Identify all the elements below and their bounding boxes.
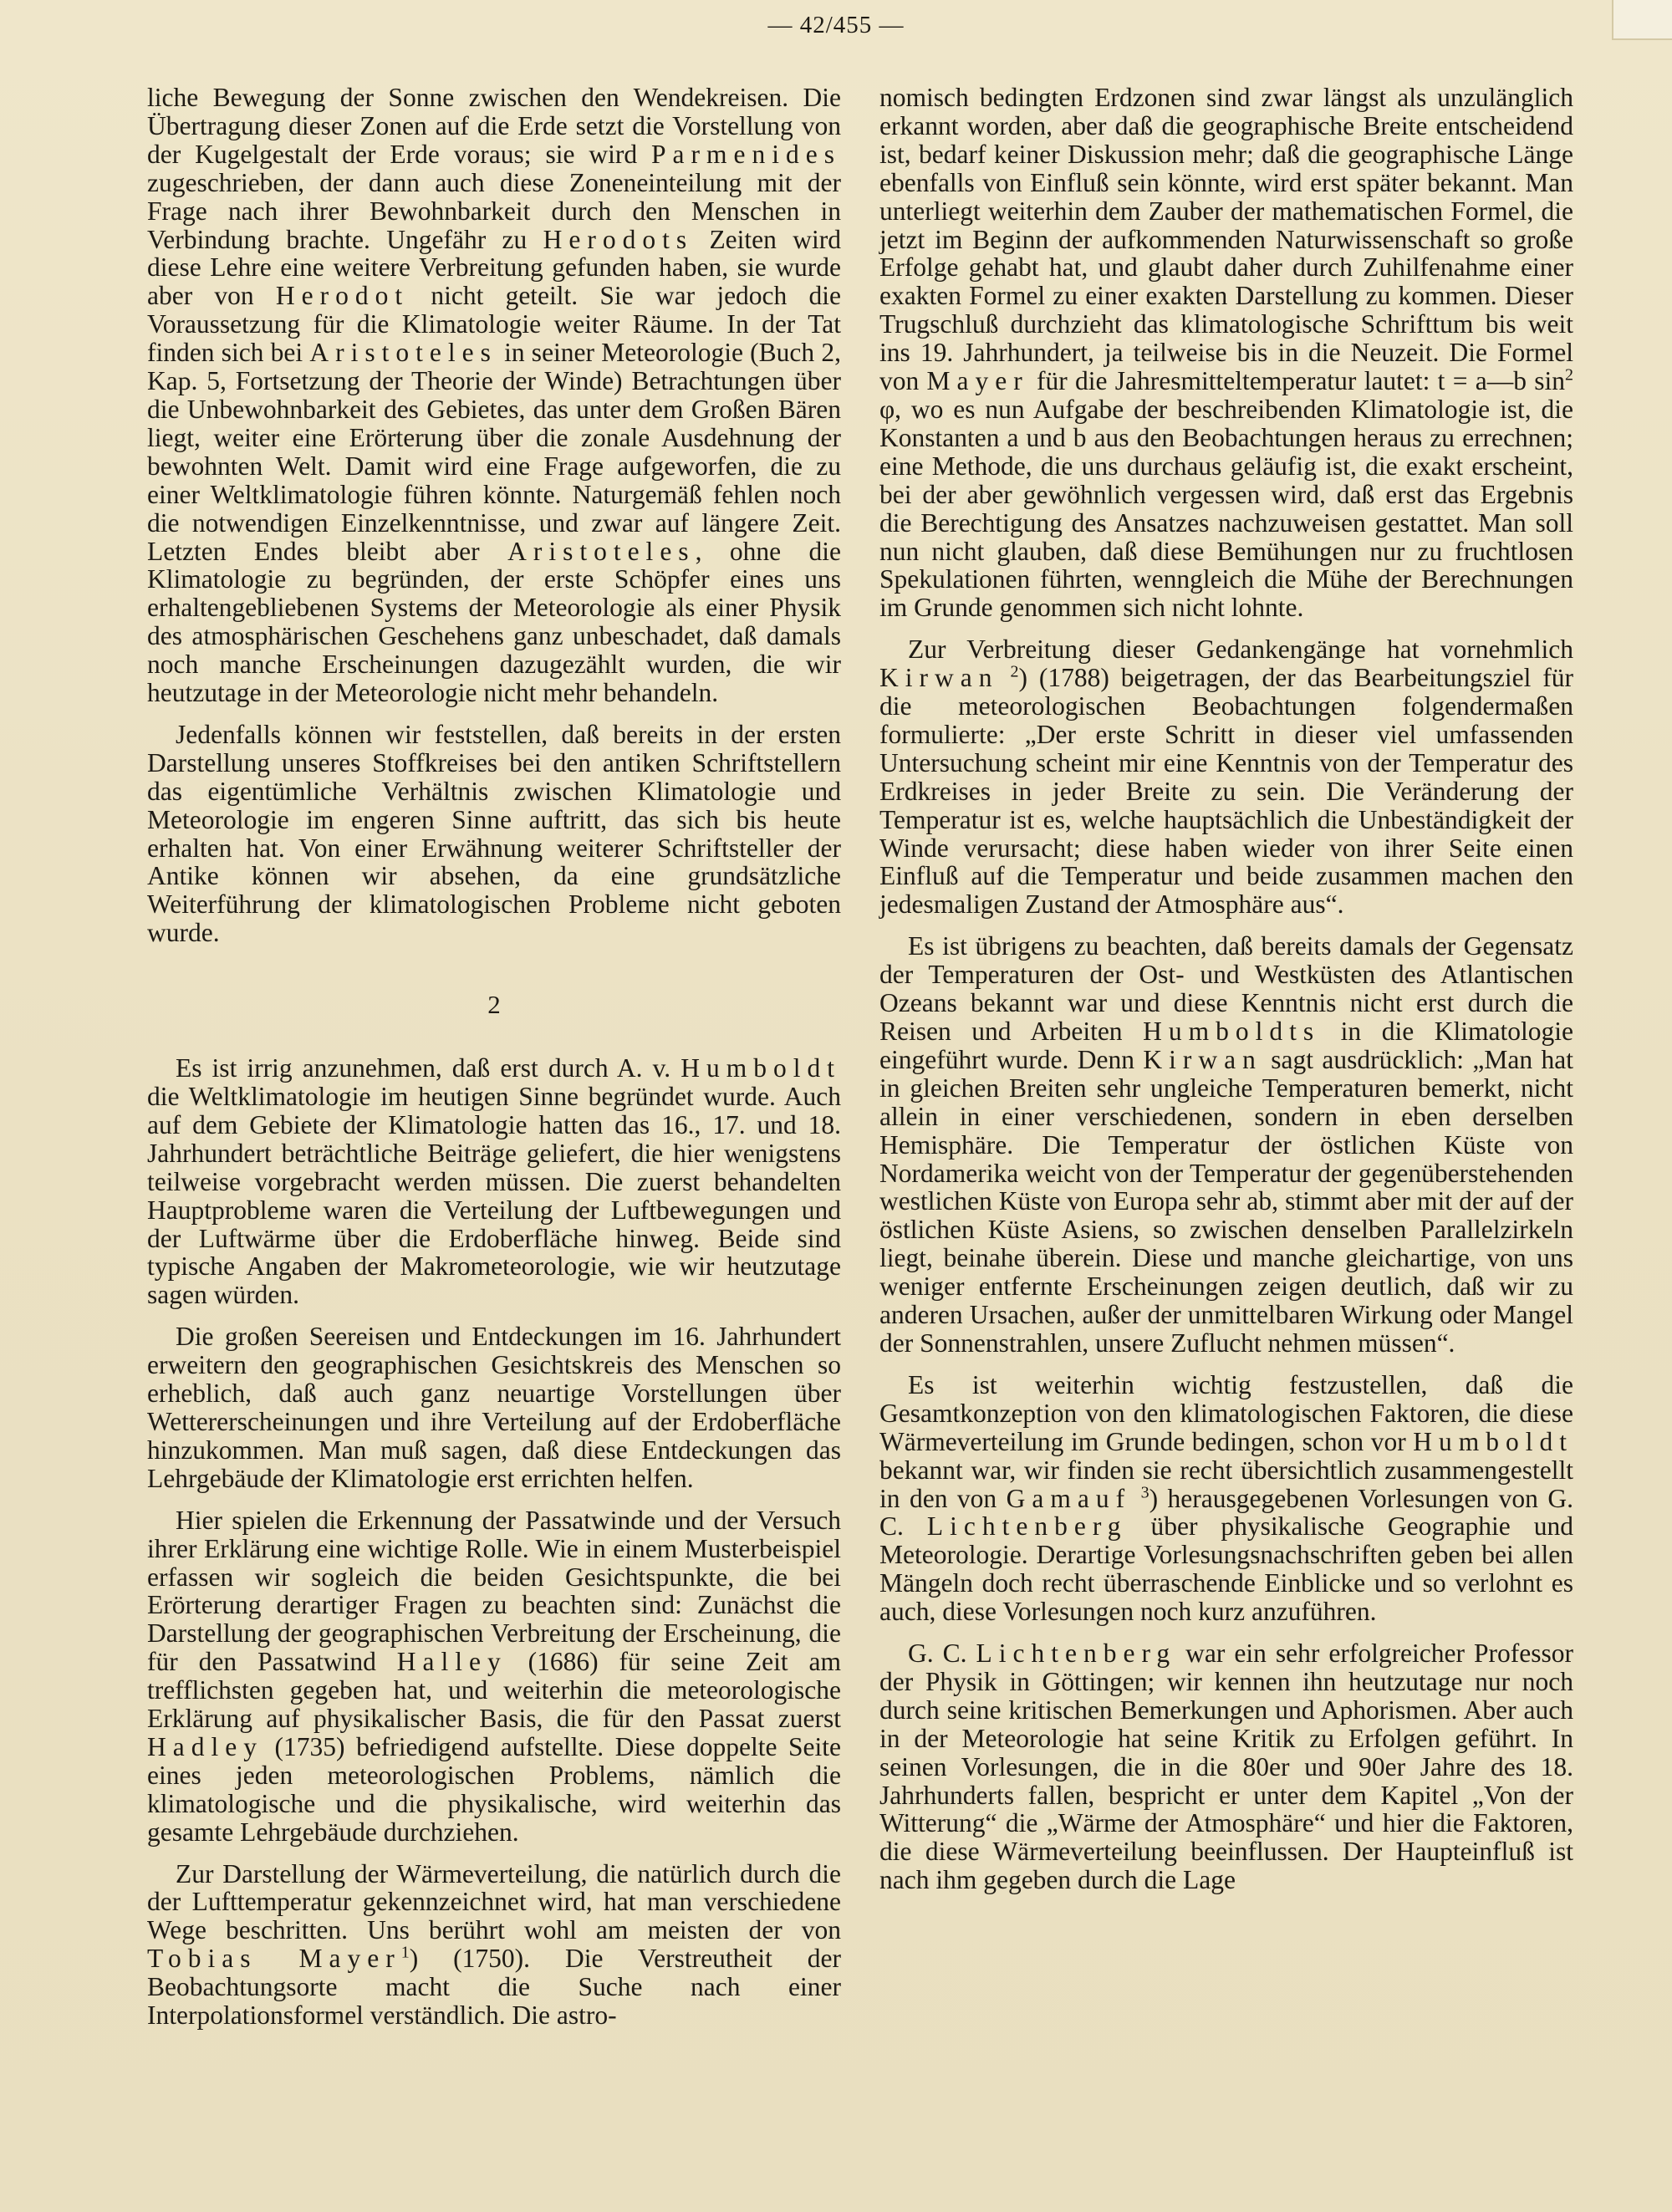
paragraph: Zur Darstellung der Wärmeverteilung, die natürlich durch die der Lufttemperatur gekennzeichnet wird, hat man verschiedene Wege beschritten. Uns berührt wohl am meisten der von Tobias Mayer$^1$) (1750). Die Verstreutheit der Beobachtungsorte macht die Suche nach einer Interpolationsformel verständlich. Die astro- — [147, 1858, 842, 2031]
person-name: Kirwan — [879, 663, 999, 693]
paragraph: G. C. Lichtenberg war ein sehr erfolgreicher Professor der Physik in Göttingen; wir kennen ihn heutzutage nur noch durch seine kritischen Bemerkungen und Aphorismen. Aber auch in der Meteorologie hat seine Kritik zu Erfolgen geführt. In seinen Vorlesungen, die in die 80er und 90er Jahre des 18. Jahrhunderts fallen, bespricht er unter dem Kapitel „Von der Witterung“ die „Wärme der Atmosphäre“ und hier die Faktoren, die diese Wärmeverteilung beeinflussen. Der Haupteinfluß ist nach ihm gegeben durch die Lage — [879, 1639, 1573, 1895]
person-name: Aristoteles — [507, 536, 696, 566]
paragraph: Hier spielen die Erkennung der Passatwinde und der Versuch ihrer Erklärung eine wichtige Rolle. Wie in einem Musterbeispiel erfassen wir sogleich die beiden Gesichtspunkte, die bei Erörterung derartiger Fragen zu beachten sind: Zunächst die Darstellung der geographischen Verbreitung der Erscheinung, die für den Passatwind Halley (1686) für seine Zeit am trefflichsten gegeben hat, und weiterhin die meteorologische Erklärung auf physikalischer Basis, die für den Passat zuerst Hadley (1735) befriedigend aufstellte. Diese doppelte Seite eines jeden meteorologischen Problems, nämlich die klimatologische und die physikalische, wird weiterhin das gesamte Lehrgebäude durchziehen. — [147, 1505, 841, 1847]
paragraph: Es ist übrigens zu beachten, daß bereits damals der Gegensatz der Temperaturen der Ost- und Westküsten des Atlantischen Ozeans bekannt war und diese Kenntnis nicht erst durch die Reisen und Arbeiten Humboldts in die Klimatologie eingeführt wurde. Denn Kirwan sagt ausdrücklich: „Man hat in gleichen Breiten sehr ungleiche Temperaturen bemerkt, nicht allein in einer verschiedenen, sondern in eben derselben Hemisphäre. Die Temperatur der östlichen Küste von Nordamerika weicht von der Temperatur der gegenüberstehenden westlichen Küste von Europa sehr ab, stimmt aber mit der auf der östlichen Küste Asiens, so zwischen denselben Parallelzirkeln liegt, beinahe überein. Diese und manche gleichartige, von uns weniger entfernte Erscheinungen zeigen deutlich, daß wir zu anderen Ursachen, außer der unmittelbaren Wirkung oder Mangel der Sonnenstrahlen, unsere Zuflucht nehmen müssen“. — [879, 931, 1573, 1358]
left-column — [147, 84, 841, 2043]
person-name: Kirwan — [1143, 1044, 1262, 1074]
paragraph: Es ist weiterhin wichtig festzustellen, daß die Gesamtkonzeption von den klimatologischen Faktoren, die diese Wärmeverteilung im Grunde bedingen, schon vor Humboldt bekannt war, wir finden sie recht übersichtlich zusammengestellt in den von Gamauf $^3$) herausgegebenen Vorlesungen von G. C. Lichtenberg über physikalische Geographie und Meteorologie. Derartige Vorlesungsnachschriften geben bei allen Mängeln doch recht überraschende Einblicke und so verlohnt es auch, diese Vorlesungen noch kurz anzuführen. — [879, 1369, 1574, 1627]
paragraph: Es ist irrig anzunehmen, daß erst durch A. v. Humboldt die Weltklimatologie im heutigen Sinne begründet wurde. Auch auf dem Gebiete der Klimatologie hatten das 16., 17. und 18. Jahrhundert beträchtliche Beiträge geliefert, die hier wenigstens teilweise vorgebracht werden müssen. Die zuerst behandelten Hauptprobleme waren die Verteilung der Luftbewegungen und der Luftwärme über die Erdoberfläche hinweg. Beide sind typische Angaben der Makrometeorologie, wie wir heutzutage sagen würden. — [147, 1053, 841, 1310]
person-name: Humboldt — [1413, 1426, 1573, 1456]
person-name: Hadley — [147, 1731, 263, 1761]
paragraph: liche Bewegung der Sonne zwischen den Wendekreisen. Die Übertragung dieser Zonen auf die Erde setzt die Vorstellung von der Kugelgestalt der Erde voraus; sie wird Parmenides zugeschrieben, der dann auch diese Zoneneinteilung mit der Frage nach ihrer Bewohnbarkeit durch den Menschen in Verbindung brachte. Ungefähr zu Herodots Zeiten wird diese Lehre eine weitere Verbreitung gefunden haben, sie wurde aber von Herodot nicht geteilt. Sie war jedoch die Voraussetzung für die Klimatologie weiter Räume. In der Tat finden sich bei Aristoteles in seiner Meteorologie (Buch 2, Kap. 5, Fortsetzung der Theorie der Winde) Betrachtungen über die Unbewohnbarkeit des Gebietes, das unter dem Großen Bären liegt, weiter eine Erörterung über die zonale Ausdehnung der bewohnten Welt. Damit wird eine Frage aufgeworfen, die zu einer Weltklimatologie führen könnte. Naturgemäß fehlen noch die notwendigen Einzelkenntnisse, und zwar auf längere Zeit. Letzten Endes bleibt aber Aristoteles, ohne die Klimatologie zu begründen, der erste Schöpfer eines uns erhaltengebliebenen Systems der Meteorologie als einer Physik des atmosphärischen Geschehens ganz unbeschadet, daß damals noch manche Erscheinungen dazugezählt wurden, die wir heutzutage in der Meteorologie nicht mehr behandeln. — [147, 83, 842, 708]
right-column — [879, 84, 1573, 1908]
person-name: Tobias Mayer — [147, 1944, 401, 1974]
person-name: Herodots — [543, 224, 694, 254]
exponent: 2 — [1565, 365, 1574, 385]
person-name: Halley — [396, 1647, 507, 1677]
page-number: — 42/455 — — [767, 12, 905, 38]
person-name: Aristoteles — [309, 338, 497, 368]
paragraph: Zur Verbreitung dieser Gedankengänge hat vornehmlich Kirwan $^2$) (1788) beigetragen, der das Bearbeitungsziel für die meteorologischen Beobachtungen folgendermaßen formulierte: „Der erste Schritt in dieser viel umfassenden Untersuchung scheint mir eine Kenntnis von der Temperatur des Erdkreises in jeder Breite zu sein. Die Veränderung der Temperatur ist es, welche hauptsächlich die Unbeständigkeit der Winde verursacht; diese haben wieder von ihrer Seite einen Einfluß auf die Temperatur und beide zusammen machen den jedesmaligen Zustand der Atmosphäre aus“. — [879, 635, 1574, 920]
section-number: 2 — [487, 990, 501, 1020]
paragraph: Jedenfalls können wir feststellen, daß bereits in der ersten Darstellung unseres Stoffkreises bei den antiken Schriftstellern das eigentümliche Verhältnis zwischen Klimatologie und Meteorologie im engeren Sinne auftritt, das sich bis heute erhalten hat. Von einer Erwähnung weiterer Schriftsteller der Antike können wir absehen, da eine grundsätzliche Weiterführung der klimatologischen Probleme nicht geboten wurde. — [147, 719, 841, 948]
person-name: Humboldt — [681, 1053, 841, 1083]
person-name: Humboldts — [1143, 1017, 1321, 1046]
person-name: Lichtenberg — [976, 1639, 1177, 1669]
footnote-marker: 2 — [1010, 662, 1019, 681]
person-name: Parmenides — [651, 139, 841, 169]
person-name: Gamauf — [1006, 1483, 1132, 1513]
person-name: Herodot — [275, 281, 410, 311]
person-name: Mayer — [926, 366, 1029, 396]
paragraph: Die großen Seereisen und Entdeckungen im 16. Jahrhundert erweitern den geographischen Gesichtskreis des Menschen so erheblich, daß auch ganz neuartige Vorstellungen über Wettererscheinungen und ihre Verteilung auf der Erdoberfläche hinzukommen. Man muß sagen, daß diese Entdeckungen das Lehrgebäude der Klimatologie erst errichten helfen. — [147, 1322, 841, 1493]
person-name: Lichtenberg — [926, 1511, 1128, 1542]
paragraph: nomisch bedingten Erdzonen sind zwar längst als unzulänglich erkannt worden, aber daß die geographische Breite entscheidend ist, bedarf keiner Diskussion mehr; daß die geographische Länge ebenfalls von Einfluß sein könnte, wird erst später bekannt. Man unterliegt weiterhin dem Zauber der mathematischen Formel, die jetzt im Beginn der aufkommenden Naturwissenschaft so große Erfolge gehabt hat, und glaubt daher durch Zuhilfenahme einer exakten Formel zu einer exakten Darstellung zu kommen. Dieser Trugschluß durchzieht das klimatologische Schrifttum bis weit ins 19. Jahrhundert, ja teilweise bis in die Neuzeit. Die Formel von Mayer für die Jahresmitteltemperatur lautet: t = a—b $\sin^2 \varphi$, wo es nun Aufgabe der beschreibenden Klimatologie ist, die Konstanten a und b aus den Beobachtungen heraus zu errechnen; eine Methode, die uns durchaus geläufig ist, die exakt erscheint, bei der aber gewöhnlich vergessen wird, daß erst das Ergebnis die Berechtigung des Ansatzes nachzuweisen gestattet. Man soll nun nicht glauben, daß diese Bemühungen nur zu fruchtlosen Spekulationen führten, wenngleich die Mühe der Berechnungen im Grunde genommen sich nicht lohnte. — [879, 83, 1574, 623]
footnote-marker: 1 — [400, 1943, 410, 1962]
footnote-marker: 3 — [1140, 1483, 1150, 1501]
